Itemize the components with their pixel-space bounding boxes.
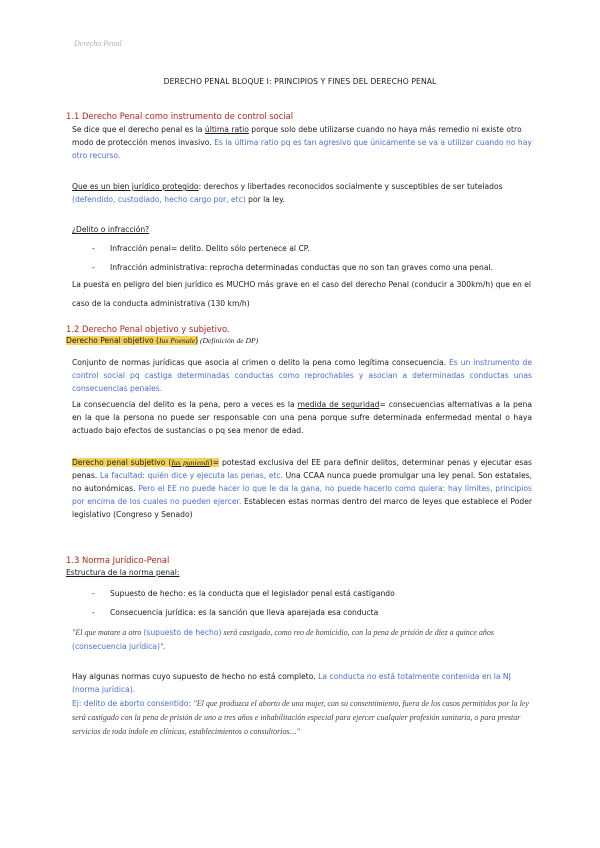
list-item: - Infracción penal= delito. Delito sólo pertenece al CP. xyxy=(92,244,310,253)
example-aborto: Ej: delito de aborto consentido: "El que produzca el aborto de una mujer, con su consentimiento, fuera de los casos permitidos por la ley será castigado con la pena de prisión de uno a tres años e inhabilitación especial para ejercer cualquier profesión sanitaria, o para prestar servicios de toda índole en clínicas, establecimientos o consultorios…" xyxy=(72,699,529,736)
section-heading-1-3: 1.3 Norma Jurídico-Penal xyxy=(66,555,170,565)
paragraph-dp-objetivo: Conjunto de normas jurídicas que asocia al crimen o delito la pena como legítima consecuencia. Es un instrumento de control social pq castiga determinadas conductas como reprochables y asocian a determinadas conductas unas consecuencias penales. xyxy=(72,358,532,393)
list-item: - Supuesto de hecho: es la conducta que el legislador penal está castigando xyxy=(92,589,395,598)
list-item: - Consecuencia jurídica: es la sanción que lleva aparejada esa conducta xyxy=(92,608,379,617)
quote-homicidio: "El que matare a otro (supuesto de hecho) será castigado, como reo de homicidio, con la pena de prisión de diez a quince años (consecuencia jurídica)". xyxy=(72,628,495,651)
paragraph-bien-juridico: Que es un bien jurídico protegido: derechos y libertades reconocidos socialmente y susceptibles de ser tutelados (defendido, custodiado, hecho cargo por, etc) por la ley. xyxy=(72,182,503,204)
paragraph-dp-subjetivo: Derecho penal subjetivo (Ius puniendi)= potestad exclusiva del EE para definir delitos, determinar penas y ejecutar esas penas. La facultad: quién dice y ejecuta las penas, etc. Una CCAA nunca puede promulgar una ley penal. Son estatales, no autonómicas. Pero el EE no puede hacer lo que le da la gana, no puede hacerlo como quiera: hay límites, principios por encima de los cuales no pueden ejercer. Establecen estas normas dentro del marco de leyes que establece el Poder legislativo (Congreso y Senado) xyxy=(72,458,532,519)
list-item: - Infracción administrativa: reprocha determinadas conductas que no son tan graves como una penal. xyxy=(92,263,494,272)
paragraph-normas-incompletas: Hay algunas normas cuyo supuesto de hecho no está completo. La conducta no está totalmente contenida en la NJ (norma jurídica). xyxy=(72,672,511,694)
subheading-estructura: Estructura de la norma penal: xyxy=(66,568,180,577)
paragraph-medida-seguridad: La consecuencia del delito es la pena, pero a veces es la medida de seguridad= consecuencias alternativas a la pena en la que la persona no puede ser responsable con una pena porque sufre determinada enfermedad mental o haya actuado bajo efectos de sustancias o pq sea menor de edad. xyxy=(72,400,532,435)
subheading-dp-objetivo: Derecho Penal objetivo (Ius Poenale) (Definición de DP) xyxy=(66,336,259,345)
section-heading-1-1: 1.1 Derecho Penal como instrumento de control social xyxy=(66,111,294,121)
section-heading-1-2: 1.2 Derecho Penal objetivo y subjetivo. xyxy=(66,324,230,334)
paragraph-puesta-en-peligro: La puesta en peligro del bien jurídico es MUCHO más grave en el caso del derecho Penal (conducir a 300km/h) que en el caso de la conducta administrativa (130 km/h) xyxy=(72,280,532,308)
document-title: DERECHO PENAL BLOQUE I: PRINCIPIOS Y FINES DEL DERECHO PENAL xyxy=(163,77,437,86)
paragraph-ultima-ratio: Se dice que el derecho penal es la última ratio porque solo debe utilizarse cuando no haya más remedio ni existe otro modo de protección menos invasivo. Es la última ratio pq es tan agresivo que únicamente se va a utilizar cuando no hay otro recurso. xyxy=(72,125,532,160)
running-header: Derecho Penal xyxy=(74,39,122,48)
question-delito-infraccion: ¿Delito o infracción? xyxy=(72,225,150,234)
